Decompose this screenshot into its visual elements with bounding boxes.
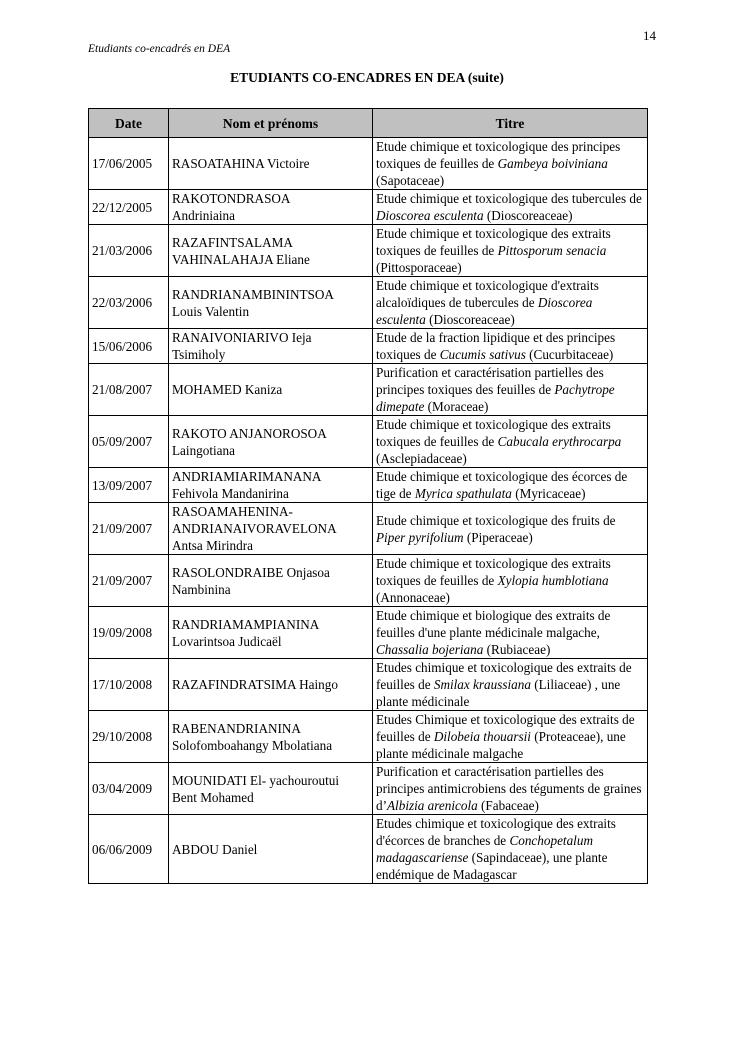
name-cell: RANDRIAMAMPIANINA Lovarintsoa Judicaël	[169, 607, 373, 659]
name-cell: RAZAFINTSALAMA VAHINALAHAJA Eliane	[169, 225, 373, 277]
table-row	[89, 607, 648, 659]
species-name: Cucumis sativus	[439, 347, 526, 362]
title-cell: Etude de la fraction lipidique et des principes toxiques de Cucumis sativus (Cucurbitaceae)	[373, 329, 648, 364]
students-table	[88, 108, 648, 884]
title-cell: Etude chimique et toxicologique des extraits toxiques de feuilles de Cabucala erythrocarpa (Asclepiadaceae)	[373, 416, 648, 468]
species-name: Dioscorea esculenta	[376, 295, 593, 327]
name-cell: ABDOU Daniel	[169, 815, 373, 884]
table-row	[89, 763, 648, 815]
date-cell: 29/10/2008	[89, 711, 169, 763]
date-cell: 17/06/2005	[89, 138, 169, 190]
title-cell: Etude chimique et toxicologique d'extraits alcaloïdiques de tubercules de Dioscorea esculenta (Dioscoreaceae)	[373, 277, 648, 329]
name-cell: RASOAMAHENINA- ANDRIANAIVORAVELONA Antsa Mirindra	[169, 503, 373, 555]
title-cell: Etude chimique et toxicologique des écorces de tige de Myrica spathulata (Myricaceae)	[373, 468, 648, 503]
species-name: Myrica spathulata	[414, 486, 512, 501]
title-cell: Etude chimique et toxicologique des principes toxiques de feuilles de Gambeya boiviniana (Sapotaceae)	[373, 138, 648, 190]
title-cell: Purification et caractérisation partielles des principes antimicrobiens des téguments de graines d’Albizia arenicola (Fabaceae)	[373, 763, 648, 815]
date-cell: 19/09/2008	[89, 607, 169, 659]
name-cell: RASOLONDRAIBE Onjasoa Nambinina	[169, 555, 373, 607]
name-cell: MOUNIDATI El- yachouroutui Bent Mohamed	[169, 763, 373, 815]
species-name: Smilax kraussiana	[433, 677, 531, 692]
name-cell: RAZAFINDRATSIMA Haingo	[169, 659, 373, 711]
date-cell: 21/09/2007	[89, 503, 169, 555]
title-cell: Etudes chimique et toxicologique des extraits d'écorces de branches de Conchopetalum madagascariense (Sapindaceae), une plante endémique de Madagascar	[373, 815, 648, 884]
column-header-name: Nom et prénoms	[169, 109, 373, 138]
date-cell: 13/09/2007	[89, 468, 169, 503]
column-header-title: Titre	[373, 109, 648, 138]
title-cell: Etudes chimique et toxicologique des extraits de feuilles de Smilax kraussiana (Liliaceae) , une plante médicinale	[373, 659, 648, 711]
table-body	[89, 138, 648, 884]
column-header-date: Date	[89, 109, 169, 138]
table-row	[89, 225, 648, 277]
species-name: Xylopia humblotiana	[497, 573, 609, 588]
species-name: Pittosporum senacia	[497, 243, 607, 258]
name-cell: RANDRIANAMBININTSOA Louis Valentin	[169, 277, 373, 329]
table-row	[89, 711, 648, 763]
species-name: Dioscorea esculenta	[376, 208, 484, 223]
name-cell: ANDRIAMIARIMANANA Fehivola Mandanirina	[169, 468, 373, 503]
date-cell: 05/09/2007	[89, 416, 169, 468]
name-cell: RANAIVONIARIVO Ieja Tsimiholy	[169, 329, 373, 364]
table-row	[89, 416, 648, 468]
species-name: Chassalia bojeriana	[376, 642, 484, 657]
table-row	[89, 277, 648, 329]
table-row	[89, 659, 648, 711]
date-cell: 21/08/2007	[89, 364, 169, 416]
table-row	[89, 138, 648, 190]
table-row	[89, 503, 648, 555]
date-cell: 03/04/2009	[89, 763, 169, 815]
table-row	[89, 364, 648, 416]
table-header-row	[89, 109, 648, 138]
date-cell: 22/12/2005	[89, 190, 169, 225]
table-row	[89, 329, 648, 364]
title-cell: Etudes Chimique et toxicologique des extraits de feuilles de Dilobeia thouarsii (Proteaceae), une plante médicinale malgache	[373, 711, 648, 763]
page-number: 14	[643, 28, 656, 43]
title-cell: Etude chimique et toxicologique des extraits toxiques de feuilles de Xylopia humblotiana (Annonaceae)	[373, 555, 648, 607]
species-name: Conchopetalum madagascariense	[376, 833, 593, 865]
name-cell: RASOATAHINA Victoire	[169, 138, 373, 190]
species-name: Gambeya boiviniana	[497, 156, 608, 171]
species-name: Dilobeia thouarsii	[433, 729, 531, 744]
running-header: Etudiants co-encadrés en DEA	[88, 43, 231, 55]
table-row	[89, 815, 648, 884]
title-cell: Purification et caractérisation partielles des principes toxiques des feuilles de Pachytrope dimepate (Moraceae)	[373, 364, 648, 416]
name-cell: RAKOTONDRASOA Andriniaina	[169, 190, 373, 225]
table-row	[89, 468, 648, 503]
name-cell: MOHAMED Kaniza	[169, 364, 373, 416]
date-cell: 21/09/2007	[89, 555, 169, 607]
species-name: Albizia arenicola	[387, 798, 478, 813]
title-cell: Etude chimique et toxicologique des fruits de Piper pyrifolium (Piperaceae)	[373, 503, 648, 555]
species-name: Pachytrope dimepate	[376, 382, 615, 414]
date-cell: 06/06/2009	[89, 815, 169, 884]
table-row	[89, 190, 648, 225]
page-title: ETUDIANTS CO-ENCADRES EN DEA (suite)	[230, 70, 504, 85]
date-cell: 21/03/2006	[89, 225, 169, 277]
name-cell: RABENANDRIANINA Solofomboahangy Mbolatiana	[169, 711, 373, 763]
species-name: Cabucala erythrocarpa	[497, 434, 622, 449]
date-cell: 15/06/2006	[89, 329, 169, 364]
date-cell: 17/10/2008	[89, 659, 169, 711]
title-cell: Etude chimique et toxicologique des extraits toxiques de feuilles de Pittosporum senacia (Pittosporaceae)	[373, 225, 648, 277]
title-cell: Etude chimique et toxicologique des tubercules de Dioscorea esculenta (Dioscoreaceae)	[373, 190, 648, 225]
table-row	[89, 555, 648, 607]
species-name: Piper pyrifolium	[376, 529, 464, 545]
name-cell: RAKOTO ANJANOROSOA Laingotiana	[169, 416, 373, 468]
title-cell: Etude chimique et biologique des extraits de feuilles d'une plante médicinale malgache, Chassalia bojeriana (Rubiaceae)	[373, 607, 648, 659]
date-cell: 22/03/2006	[89, 277, 169, 329]
